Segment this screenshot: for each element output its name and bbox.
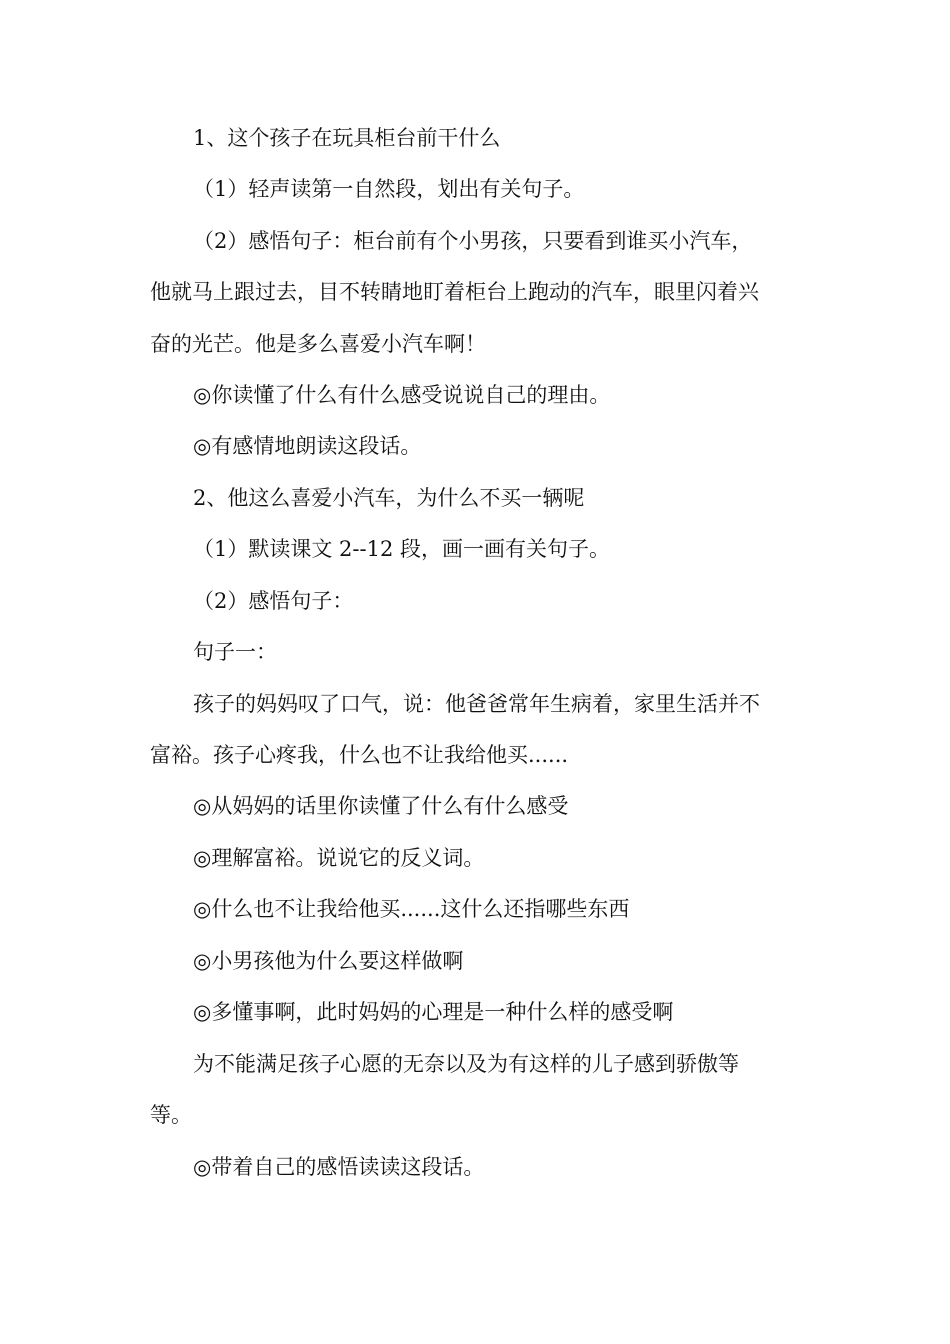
bullet-item: ◎小男孩他为什么要这样做啊 [193, 949, 464, 973]
paragraph-continuation: 奋的光芒。他是多么喜爱小汽车啊！ [150, 332, 486, 356]
heading-question-2: 2、他这么喜爱小汽车，为什么不买一辆呢 [193, 486, 585, 510]
paragraph-continuation: 富裕。孩子心疼我，什么也不让我给他买...... [150, 743, 569, 767]
paragraph-continuation: 等。 [150, 1103, 192, 1127]
bullet-item: ◎多懂事啊，此时妈妈的心理是一种什么样的感受啊 [193, 1000, 674, 1024]
step-understand-sentence: （2）感悟句子：柜台前有个小男孩，只要看到谁买小汽车， [193, 229, 753, 253]
answer-paragraph: 为不能满足孩子心愿的无奈以及为有这样的儿子感到骄傲等 [193, 1052, 739, 1076]
step-read-first-paragraph: （1）轻声读第一自然段，划出有关句子。 [193, 177, 585, 201]
bullet-item: ◎带着自己的感悟读读这段话。 [193, 1155, 485, 1179]
heading-question-1: 1、这个孩子在玩具柜台前干什么 [193, 126, 501, 150]
bullet-item: ◎你读懂了什么有什么感受说说自己的理由。 [193, 383, 611, 407]
step-silent-reading: （1）默读课文 2--12 段，画一画有关句子。 [193, 537, 610, 561]
sentence-one-label: 句子一： [193, 640, 277, 664]
quoted-paragraph: 孩子的妈妈叹了口气，说：他爸爸常年生病着，家里生活并不 [193, 692, 760, 716]
bullet-item: ◎理解富裕。说说它的反义词。 [193, 846, 485, 870]
bullet-item: ◎什么也不让我给他买......这什么还指哪些东西 [193, 897, 630, 921]
bullet-item: ◎从妈妈的话里你读懂了什么有什么感受 [193, 794, 569, 818]
paragraph-continuation: 他就马上跟过去，目不转睛地盯着柜台上跑动的汽车，眼里闪着兴 [150, 280, 759, 304]
step-understand-sentences: （2）感悟句子： [193, 589, 354, 613]
bullet-item: ◎有感情地朗读这段话。 [193, 434, 422, 458]
